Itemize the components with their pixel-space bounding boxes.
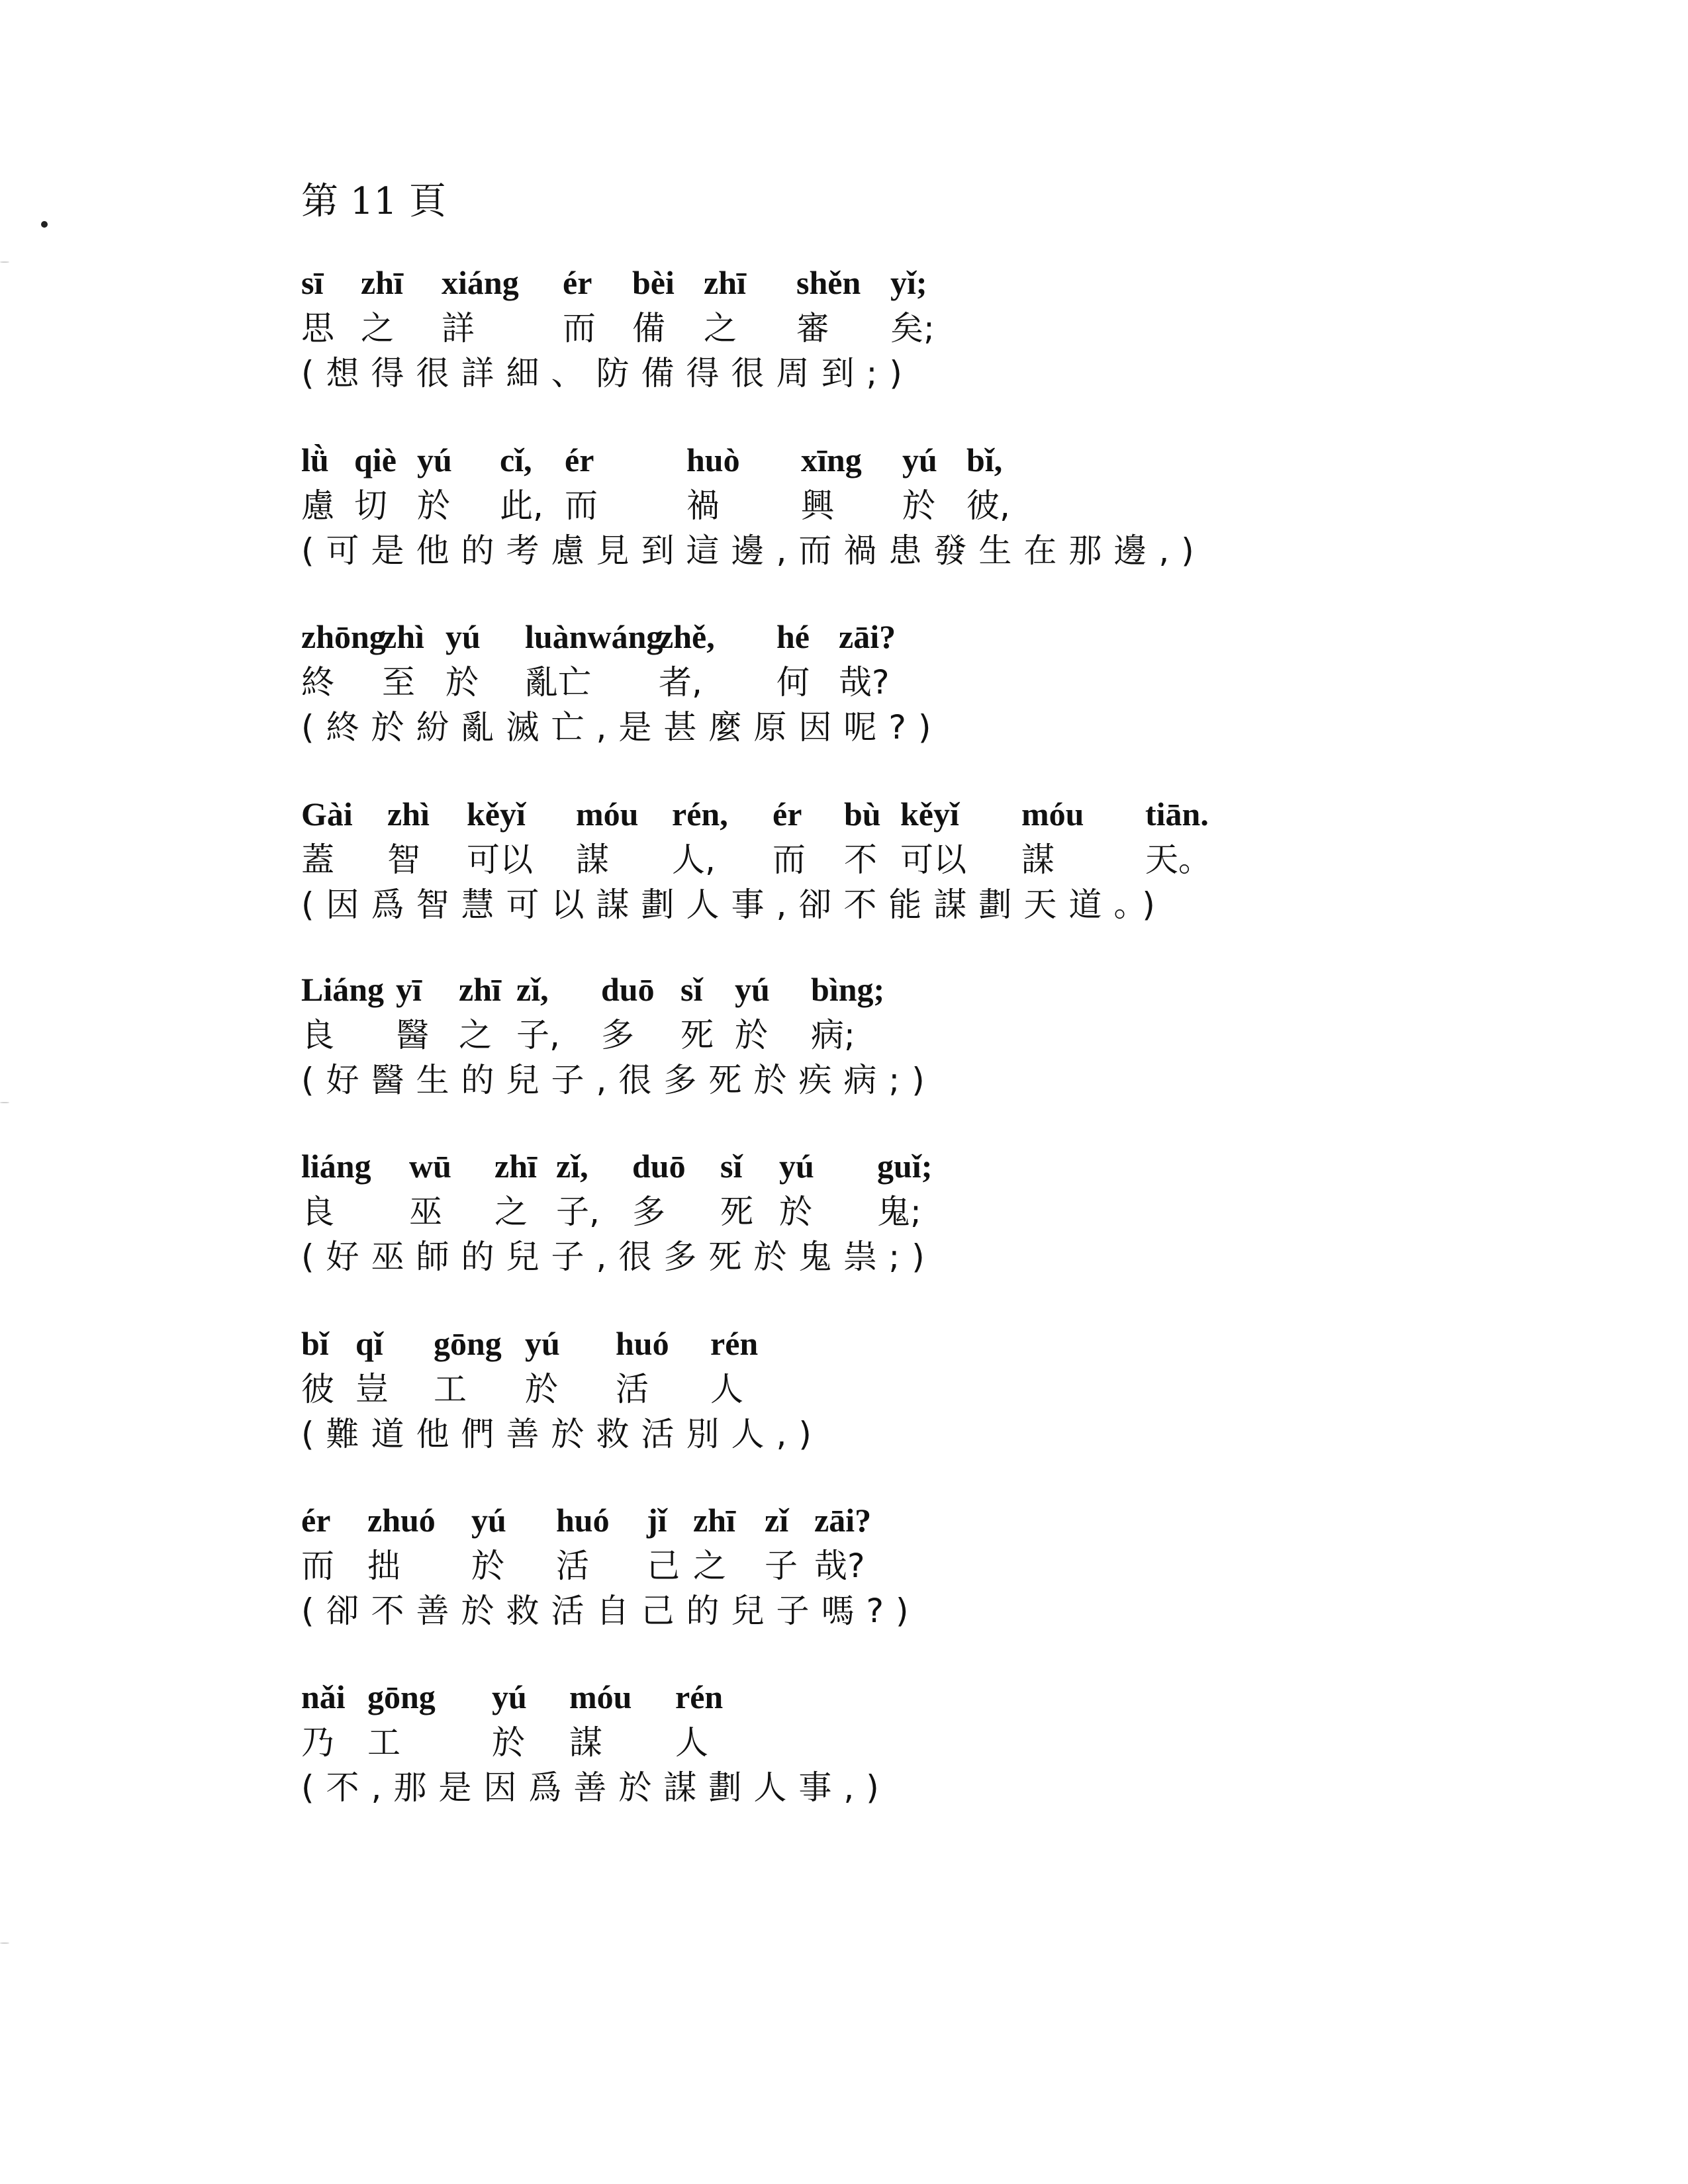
pinyin-syllable: zǐ, bbox=[516, 971, 549, 1008]
translation-line: (想得很詳細、防備得很周到;) bbox=[301, 354, 914, 392]
hanzi-character: 於 bbox=[779, 1193, 812, 1231]
pinyin-syllable: zāi? bbox=[814, 1502, 872, 1539]
pinyin-line bbox=[301, 968, 1559, 1013]
translation-line: (不,那是因爲善於謀劃人事,) bbox=[301, 1768, 891, 1807]
hanzi-character: 而 bbox=[565, 486, 598, 525]
pinyin-syllable: yú bbox=[735, 971, 770, 1008]
pinyin-syllable: liáng bbox=[301, 1148, 371, 1185]
pinyin-syllable: rén bbox=[710, 1325, 759, 1362]
pinyin-syllable: duō bbox=[601, 971, 655, 1008]
hanzi-character: 者, bbox=[659, 663, 702, 702]
hanzi-character: 於 bbox=[735, 1016, 768, 1054]
stanza bbox=[301, 793, 1559, 927]
pinyin-syllable: huò bbox=[686, 441, 740, 478]
hanzi-character: 亂亡 bbox=[525, 663, 591, 702]
hanzi-character: 人, bbox=[672, 841, 716, 879]
pinyin-syllable: luànwáng bbox=[525, 618, 663, 655]
hanzi-character: 良 bbox=[301, 1193, 334, 1231]
hanzi-character: 慮 bbox=[301, 486, 334, 525]
pinyin-syllable: qiè bbox=[354, 441, 397, 478]
pinyin-syllable: zhī bbox=[704, 264, 746, 301]
pinyin-syllable: cǐ, bbox=[500, 441, 532, 478]
pinyin-syllable: rén, bbox=[672, 796, 728, 833]
hanzi-character: 可以 bbox=[900, 841, 966, 879]
stanza bbox=[301, 1145, 1559, 1279]
pinyin-syllable: zhī bbox=[494, 1148, 537, 1185]
hanzi-character: 之 bbox=[494, 1193, 528, 1231]
pinyin-syllable: sī bbox=[301, 264, 324, 301]
hanzi-character: 工 bbox=[434, 1370, 467, 1408]
pinyin-syllable: yī bbox=[396, 971, 422, 1008]
stanza bbox=[301, 1676, 1559, 1809]
hanzi-character: 子, bbox=[556, 1193, 600, 1231]
pinyin-syllable: sǐ bbox=[680, 971, 703, 1008]
pinyin-syllable: qǐ bbox=[355, 1325, 383, 1362]
margin-mark-1 bbox=[0, 261, 9, 263]
pinyin-line bbox=[301, 1676, 1559, 1721]
pinyin-syllable: bù bbox=[844, 796, 881, 833]
hanzi-character: 思 bbox=[301, 309, 334, 347]
pinyin-line bbox=[301, 615, 1559, 660]
pinyin-syllable: huó bbox=[556, 1502, 610, 1539]
hanzi-character: 哉? bbox=[839, 663, 890, 702]
pinyin-syllable: huó bbox=[616, 1325, 669, 1362]
margin-mark-3 bbox=[0, 1942, 9, 1944]
pinyin-syllable: zhě, bbox=[659, 618, 715, 655]
pinyin-syllable: zhōng bbox=[301, 618, 386, 655]
pinyin-syllable: zhī bbox=[361, 264, 403, 301]
hanzi-character: 之 bbox=[704, 309, 737, 347]
hanzi-character: 之 bbox=[459, 1016, 492, 1054]
hanzi-character: 豈 bbox=[355, 1370, 389, 1408]
hanzi-line bbox=[301, 1721, 1559, 1766]
pinyin-line bbox=[301, 261, 1559, 306]
hanzi-character: 不 bbox=[844, 841, 877, 879]
hanzi-line bbox=[301, 484, 1559, 529]
hanzi-character: 切 bbox=[354, 486, 387, 525]
hanzi-line bbox=[301, 1190, 1559, 1235]
pinyin-syllable: Gài bbox=[301, 796, 353, 833]
hanzi-character: 而 bbox=[563, 309, 596, 347]
hanzi-character: 多 bbox=[601, 1016, 634, 1054]
pinyin-syllable: móu bbox=[1021, 796, 1084, 833]
hanzi-character: 謀 bbox=[569, 1723, 602, 1762]
pinyin-syllable: yú bbox=[525, 1325, 560, 1362]
pinyin-syllable: rén bbox=[675, 1678, 724, 1715]
translation-line: (可是他的考慮見到這邊,而禍患發生在那邊,) bbox=[301, 531, 1206, 570]
pinyin-syllable: yú bbox=[471, 1502, 506, 1539]
stanza bbox=[301, 439, 1559, 572]
hanzi-character: 於 bbox=[492, 1723, 525, 1762]
pinyin-syllable: xiáng bbox=[442, 264, 519, 301]
pinyin-syllable: zhì bbox=[387, 796, 430, 833]
translation-line: (因爲智慧可以謀劃人事,卻不能謀劃天道。) bbox=[301, 886, 1167, 924]
hanzi-character: 審 bbox=[796, 309, 829, 347]
hanzi-character: 於 bbox=[471, 1547, 504, 1585]
stanza bbox=[301, 615, 1559, 749]
hanzi-character: 矣; bbox=[890, 309, 935, 347]
pinyin-syllable: zhì bbox=[382, 618, 424, 655]
pinyin-syllable: yú bbox=[779, 1148, 814, 1185]
hanzi-character: 鬼; bbox=[877, 1193, 921, 1231]
hanzi-character: 於 bbox=[902, 486, 935, 525]
hanzi-character: 人 bbox=[675, 1723, 708, 1762]
hanzi-character: 至 bbox=[382, 663, 415, 702]
hanzi-character: 巫 bbox=[409, 1193, 442, 1231]
pinyin-syllable: ér bbox=[565, 441, 594, 478]
hanzi-character: 活 bbox=[556, 1547, 589, 1585]
pinyin-syllable: bǐ bbox=[301, 1325, 329, 1362]
pinyin-syllable: shěn bbox=[796, 264, 861, 301]
stanza bbox=[301, 261, 1559, 395]
hanzi-character: 醫 bbox=[396, 1016, 429, 1054]
pinyin-syllable: kěyǐ bbox=[467, 796, 526, 833]
hanzi-character: 之 bbox=[693, 1547, 726, 1585]
hanzi-character: 智 bbox=[387, 841, 420, 879]
pinyin-syllable: Liáng bbox=[301, 971, 385, 1008]
pinyin-syllable: yǐ; bbox=[890, 264, 927, 301]
pinyin-syllable: jǐ bbox=[647, 1502, 667, 1539]
hanzi-character: 乃 bbox=[301, 1723, 334, 1762]
stanza bbox=[301, 968, 1559, 1102]
hanzi-character: 彼, bbox=[966, 486, 1010, 525]
pinyin-syllable: nǎi bbox=[301, 1678, 346, 1715]
pinyin-syllable: xīng bbox=[801, 441, 862, 478]
hanzi-line bbox=[301, 1013, 1559, 1058]
pinyin-syllable: ér bbox=[563, 264, 592, 301]
hanzi-character: 活 bbox=[616, 1370, 649, 1408]
hanzi-line bbox=[301, 1544, 1559, 1589]
pinyin-syllable: zhuó bbox=[367, 1502, 436, 1539]
pinyin-syllable: sǐ bbox=[720, 1148, 743, 1185]
pinyin-syllable: yú bbox=[445, 618, 481, 655]
pinyin-line bbox=[301, 1145, 1559, 1190]
hanzi-character: 天。 bbox=[1145, 841, 1211, 879]
translation-line: (好巫師的兒子,很多死於鬼祟;) bbox=[301, 1238, 937, 1276]
hanzi-character: 工 bbox=[367, 1723, 400, 1762]
hanzi-character: 禍 bbox=[686, 486, 720, 525]
pinyin-syllable: móu bbox=[576, 796, 639, 833]
pinyin-syllable: duō bbox=[632, 1148, 686, 1185]
pinyin-syllable: zhī bbox=[459, 971, 501, 1008]
hanzi-character: 此, bbox=[500, 486, 543, 525]
hanzi-line bbox=[301, 660, 1559, 705]
stanza bbox=[301, 1322, 1559, 1456]
hanzi-character: 良 bbox=[301, 1016, 334, 1054]
translation-line: (好醫生的兒子,很多死於疾病;) bbox=[301, 1061, 937, 1099]
hanzi-character: 子, bbox=[516, 1016, 560, 1054]
pinyin-syllable: zǐ bbox=[765, 1502, 789, 1539]
hanzi-character: 於 bbox=[417, 486, 450, 525]
pinyin-syllable: ér bbox=[773, 796, 802, 833]
hanzi-character: 死 bbox=[720, 1193, 753, 1231]
hanzi-character: 備 bbox=[632, 309, 665, 347]
pinyin-syllable: yú bbox=[492, 1678, 527, 1715]
pinyin-syllable: gōng bbox=[434, 1325, 502, 1362]
pinyin-syllable: bèi bbox=[632, 264, 675, 301]
hanzi-character: 己 bbox=[647, 1547, 680, 1585]
translation-line: (難道他們善於救活別人,) bbox=[301, 1415, 823, 1453]
hanzi-character: 於 bbox=[525, 1370, 558, 1408]
hanzi-character: 謀 bbox=[576, 841, 609, 879]
margin-mark-2 bbox=[0, 1102, 9, 1103]
hanzi-character: 終 bbox=[301, 663, 334, 702]
hanzi-character: 詳 bbox=[442, 309, 475, 347]
pinyin-line bbox=[301, 1499, 1559, 1544]
hanzi-character: 興 bbox=[801, 486, 834, 525]
hanzi-character: 人 bbox=[710, 1370, 743, 1408]
hanzi-character: 可以 bbox=[467, 841, 533, 879]
hanzi-character: 而 bbox=[773, 841, 806, 879]
pinyin-syllable: wū bbox=[409, 1148, 451, 1185]
translation-line: (終於紛亂滅亡,是甚麼原因呢?) bbox=[301, 708, 943, 747]
hanzi-line bbox=[301, 838, 1559, 883]
hanzi-character: 之 bbox=[361, 309, 394, 347]
hanzi-character: 死 bbox=[680, 1016, 714, 1054]
pinyin-line bbox=[301, 1322, 1559, 1367]
pinyin-syllable: hé bbox=[776, 618, 810, 655]
hanzi-line bbox=[301, 1367, 1559, 1412]
stanza bbox=[301, 1499, 1559, 1633]
hanzi-character: 而 bbox=[301, 1547, 334, 1585]
pinyin-syllable: tiān. bbox=[1145, 796, 1209, 833]
translation-line: (卻不善於救活自己的兒子嗎?) bbox=[301, 1592, 921, 1630]
hanzi-character: 子 bbox=[765, 1547, 798, 1585]
pinyin-syllable: zǐ, bbox=[556, 1148, 588, 1185]
hanzi-character: 哉? bbox=[814, 1547, 865, 1585]
scan-dot bbox=[41, 221, 48, 228]
pinyin-syllable: móu bbox=[569, 1678, 632, 1715]
hanzi-character: 拙 bbox=[367, 1547, 400, 1585]
pinyin-syllable: ér bbox=[301, 1502, 331, 1539]
pinyin-syllable: yú bbox=[902, 441, 937, 478]
pinyin-syllable: gōng bbox=[367, 1678, 436, 1715]
pinyin-syllable: kěyǐ bbox=[900, 796, 959, 833]
hanzi-character: 蓋 bbox=[301, 841, 334, 879]
pinyin-line bbox=[301, 793, 1559, 838]
pinyin-syllable: lǜ bbox=[301, 441, 329, 478]
page-title: 第 11 頁 bbox=[301, 180, 446, 223]
pinyin-syllable: yú bbox=[417, 441, 452, 478]
pinyin-syllable: zhī bbox=[693, 1502, 735, 1539]
hanzi-character: 何 bbox=[776, 663, 810, 702]
hanzi-character: 於 bbox=[445, 663, 479, 702]
hanzi-character: 病; bbox=[811, 1016, 855, 1054]
pinyin-syllable: guǐ; bbox=[877, 1148, 933, 1185]
pinyin-line bbox=[301, 439, 1559, 484]
hanzi-character: 彼 bbox=[301, 1370, 334, 1408]
pinyin-syllable: bǐ, bbox=[966, 441, 1003, 478]
pinyin-syllable: bìng; bbox=[811, 971, 885, 1008]
hanzi-character: 多 bbox=[632, 1193, 665, 1231]
hanzi-line bbox=[301, 306, 1559, 351]
hanzi-character: 謀 bbox=[1021, 841, 1055, 879]
pinyin-syllable: zāi? bbox=[839, 618, 896, 655]
